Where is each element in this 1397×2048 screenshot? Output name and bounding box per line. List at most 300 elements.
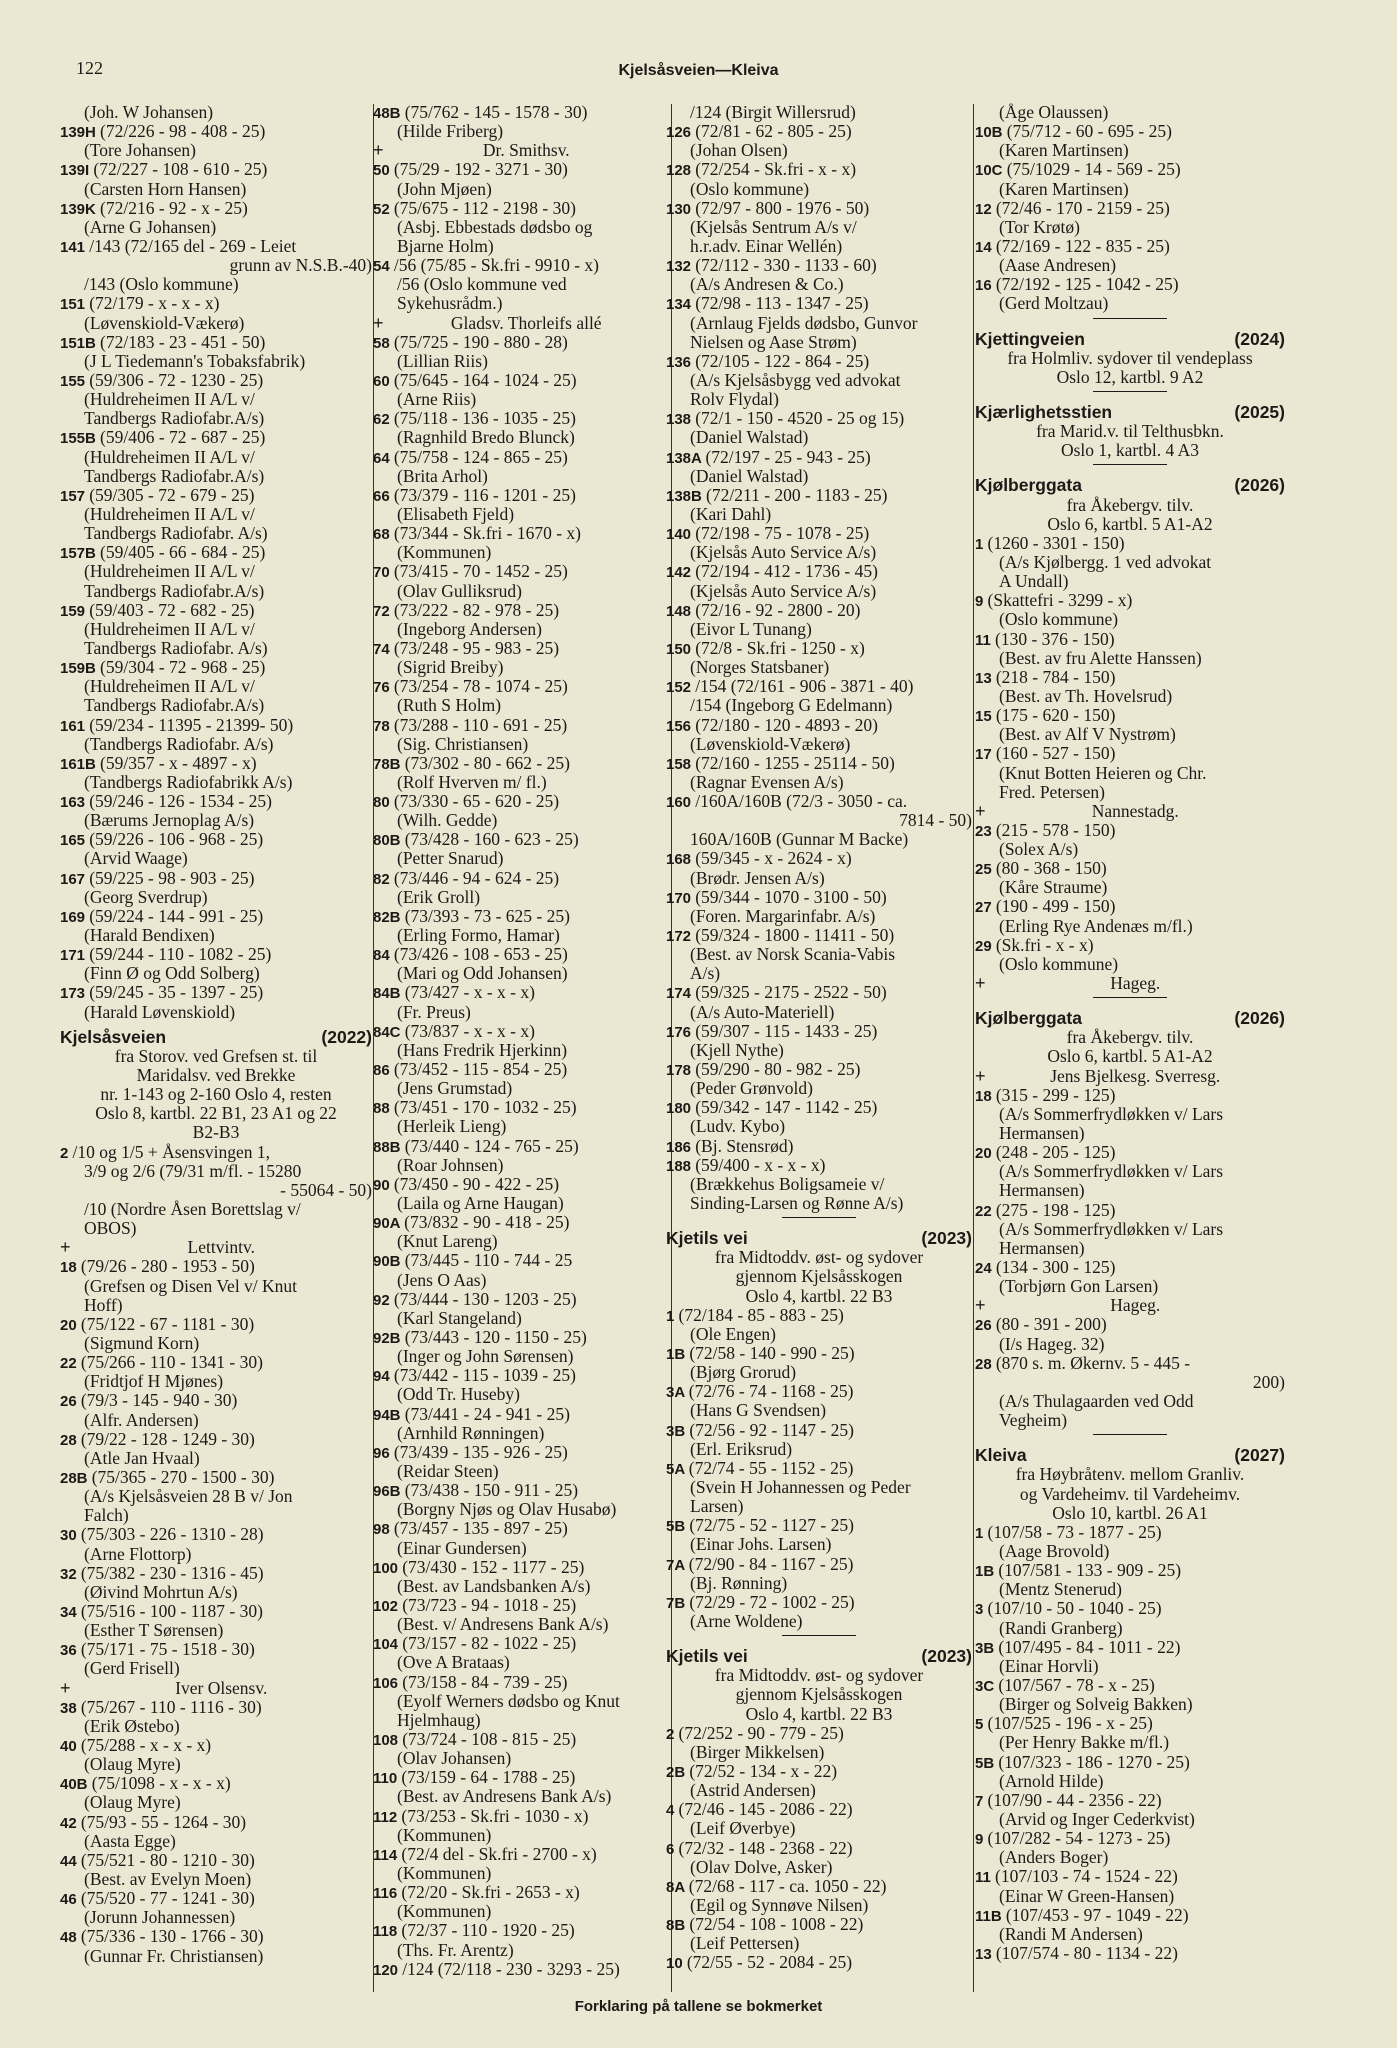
street-description <box>975 1504 1285 1523</box>
house-number: 18 <box>60 1259 81 1277</box>
address-line <box>373 620 669 639</box>
entry-text: (Erik Groll) <box>397 886 481 907</box>
entry-text: (73/832 - 90 - 418 - 25) <box>404 1212 570 1233</box>
entry-text: fra Åkebergv. tilv. <box>1066 494 1194 515</box>
entry-text: fra Midtoddv. øst- og sydover <box>714 1247 924 1268</box>
entry-text: grunn av N.S.B.-40) <box>229 255 372 276</box>
address-line <box>666 849 972 868</box>
street-code: (2026) <box>1234 475 1285 496</box>
entry-text: (Jens O Aas) <box>397 1269 487 1290</box>
street-name: Kjølberggata <box>975 475 1082 496</box>
entry-text: (Karen Martinsen) <box>999 178 1129 199</box>
house-number: 151 <box>60 296 90 314</box>
address-line <box>373 716 669 735</box>
address-line <box>975 840 1285 859</box>
house-number: 10 <box>666 1955 687 1973</box>
entry-text: (72/52 - 134 - x - 22) <box>689 1760 838 1781</box>
entry-text: (215 - 578 - 150) <box>995 819 1116 840</box>
entry-text: (Bj. Rønning) <box>690 1572 788 1593</box>
entry-text: (72/76 - 74 - 1168 - 25) <box>688 1381 854 1402</box>
entry-text: (A/s Andresen & Co.) <box>690 274 844 295</box>
address-line <box>373 428 669 447</box>
address-line <box>373 1290 669 1309</box>
address-line <box>60 294 372 313</box>
entry-text: (107/58 - 73 - 1877 - 25) <box>987 1521 1162 1542</box>
house-number: 171 <box>60 947 90 965</box>
house-number: 188 <box>666 1157 696 1175</box>
entry-text: (59/344 - 1070 - 3100 - 50) <box>695 886 887 907</box>
address-line <box>373 677 669 696</box>
entry-text: (Esther T Sørensen) <box>84 1620 224 1641</box>
page-number: 122 <box>76 58 103 78</box>
entry-text: (59/400 - x - x - x) <box>695 1154 826 1175</box>
house-number: 92 <box>373 1291 394 1309</box>
address-line <box>975 764 1285 783</box>
entry-text: (Harald Løvenskiold) <box>84 1001 236 1022</box>
entry-text: (Arvid Waage) <box>84 848 188 869</box>
entry-text: /10 og 1/5 + Åsensvingen 1, <box>72 1141 271 1162</box>
street-header <box>60 1028 372 1047</box>
house-number: 1B <box>666 1346 690 1363</box>
address-line <box>666 352 972 371</box>
entry-text: (Olav Gulliksrud) <box>397 580 522 601</box>
address-line <box>60 428 372 447</box>
house-number: 86 <box>373 1062 394 1080</box>
address-line <box>666 716 972 735</box>
house-number: 136 <box>666 353 696 371</box>
section-divider <box>975 1430 1285 1440</box>
entry-text: (175 - 620 - 150) <box>995 705 1116 726</box>
entry-text: A/s) <box>690 963 721 984</box>
entry-text: (59/304 - 72 - 968 - 25) <box>100 657 266 678</box>
entry-text: (Petter Snarud) <box>397 848 504 869</box>
entry-text: Hoff) <box>84 1294 123 1315</box>
entry-text: (Åge Olaussen) <box>999 102 1109 122</box>
address-line <box>373 754 669 773</box>
crossing-marker: + <box>975 800 986 821</box>
cross-street <box>975 1067 1285 1086</box>
entry-text: (107/581 - 133 - 909 - 25) <box>998 1560 1182 1581</box>
entry-text: (72/160 - 1255 - 25114 - 50) <box>695 752 895 773</box>
house-number: 82 <box>373 870 394 888</box>
entry-text: (Ragnar Evensen A/s) <box>690 771 844 792</box>
entry-text: Hjelmhaug) <box>397 1709 481 1730</box>
entry-text: (Huldreheimen II A/L v/ <box>84 389 255 410</box>
entry-text: Tandbergs Radiofabr. A/s) <box>84 637 268 658</box>
street-description <box>975 441 1285 460</box>
entry-text: (Eivor L Tunang) <box>690 618 812 639</box>
address-line <box>60 735 372 754</box>
entry-text: (107/282 - 54 - 1273 - 25) <box>987 1828 1171 1849</box>
entry-text: Tandbergs Radiofabr.A/s) <box>84 408 265 429</box>
entry-text: (Fridtjof H Mjønes) <box>84 1371 224 1392</box>
entry-text: (218 - 784 - 150) <box>995 666 1116 687</box>
address-line <box>60 122 372 141</box>
entry-text: (Brækkehus Boligsameie v/ <box>690 1173 885 1194</box>
entry-text: (72/226 - 98 - 408 - 25) <box>100 121 266 142</box>
address-line <box>373 1309 669 1328</box>
house-number: 176 <box>666 1023 696 1041</box>
section-divider <box>975 460 1285 470</box>
address-line <box>60 696 372 715</box>
entry-text: (59/244 - 110 - 1082 - 25) <box>89 944 272 965</box>
entry-text: (75/516 - 100 - 1187 - 30) <box>80 1600 263 1621</box>
entry-text: (Olaug Myre) <box>84 1754 181 1775</box>
house-number: 18 <box>975 1087 996 1105</box>
entry-text: fra Storov. ved Grefsen st. til <box>114 1045 318 1066</box>
address-line <box>975 534 1285 553</box>
entry-text: (59/325 - 2175 - 2522 - 50) <box>695 982 887 1003</box>
entry-text: (73/426 - 108 - 653 - 25) <box>393 944 568 965</box>
address-line <box>373 849 669 868</box>
entry-text: (75/382 - 230 - 1316 - 45) <box>80 1562 264 1583</box>
running-title: Kjelsåsveien—Kleiva <box>618 62 779 79</box>
address-line <box>975 572 1285 591</box>
entry-text: (Aase Andresen) <box>999 255 1117 276</box>
address-line <box>666 1459 972 1478</box>
address-line <box>975 275 1285 294</box>
address-line <box>60 773 372 792</box>
entry-text: (72/183 - 23 - 451 - 50) <box>100 331 266 352</box>
entry-text: (Hilde Friberg) <box>397 121 504 142</box>
entry-text: (Best. av Th. Hovelsrud) <box>999 685 1173 706</box>
address-line <box>975 1944 1285 1963</box>
entry-text: (Huldreheimen II A/L v/ <box>84 503 255 524</box>
address-line <box>60 409 372 428</box>
entry-text: (Arne Flottorp) <box>84 1543 192 1564</box>
address-line <box>666 543 972 562</box>
entry-text: (Rolf Hverven m/ fl.) <box>397 771 547 792</box>
house-number: 167 <box>60 870 90 888</box>
house-number: 12 <box>975 200 996 218</box>
entry-text: (73/451 - 170 - 1032 - 25) <box>393 1097 577 1118</box>
entry-text: (72/37 - 110 - 1920 - 25) <box>401 1920 575 1941</box>
entry-text: Tandbergs Radiofabr.A/s) <box>84 465 265 486</box>
address-line <box>60 1525 372 1544</box>
address-line <box>975 1810 1285 1829</box>
entry-text: (73/837 - x - x - x) <box>404 1020 535 1041</box>
house-number: 40B <box>60 1776 92 1794</box>
address-line <box>60 1372 372 1391</box>
crossing-marker: + <box>975 1065 986 1086</box>
address-line <box>373 1424 669 1443</box>
address-line <box>373 1749 669 1768</box>
address-line <box>60 448 372 467</box>
entry-text: 7814 - 50) <box>899 810 972 831</box>
address-line <box>666 218 972 237</box>
house-number: 3C <box>975 1677 999 1695</box>
entry-text: Larsen) <box>690 1496 744 1517</box>
address-line <box>975 1676 1285 1695</box>
entry-text: (Arnlaug Fjelds dødsbo, Gunvor <box>690 312 918 333</box>
address-line <box>373 639 669 658</box>
address-line <box>666 830 972 849</box>
street-description <box>975 422 1285 441</box>
street-name: Kjølberggata <box>975 1008 1082 1029</box>
address-line <box>373 1079 669 1098</box>
house-number: 151B <box>60 334 101 352</box>
entry-text: Tandbergs Radiofabr.A/s) <box>84 580 265 601</box>
directory-column-2 <box>373 103 669 1979</box>
address-line <box>373 1883 669 1902</box>
entry-text: (Hans Fredrik Hjerkinn) <box>397 1039 568 1060</box>
address-line <box>975 706 1285 725</box>
address-line <box>666 1382 972 1401</box>
address-line <box>975 1753 1285 1772</box>
entry-text: fra Marid.v. til Telthusbkn. <box>1036 421 1224 442</box>
house-number: 170 <box>666 889 696 907</box>
entry-text: (Best. av Landsbanken A/s) <box>397 1575 591 1596</box>
entry-text: (75/118 - 136 - 1035 - 25) <box>393 408 576 429</box>
house-number: 180 <box>666 1100 696 1118</box>
entry-text: (Fr. Preus) <box>397 1001 471 1022</box>
entry-text: fra Midtoddv. øst- og sydover <box>714 1665 924 1686</box>
entry-text: fra Høybråtenv. mellom Granliv. <box>1015 1464 1245 1485</box>
entry-text: (Huldreheimen II A/L v/ <box>84 446 255 467</box>
address-line <box>373 869 669 888</box>
entry-text: /143 (Oslo kommune) <box>84 274 239 295</box>
entry-text: (Erling Rye Andenæs m/fl.) <box>999 915 1193 936</box>
street-description <box>60 1123 372 1142</box>
entry-text: (Inger og John Sørensen) <box>397 1346 574 1367</box>
entry-text: (Randi M Andersen) <box>999 1923 1143 1944</box>
house-number: 174 <box>666 985 696 1003</box>
house-number: 139I <box>60 162 94 180</box>
entry-text: (59/342 - 147 - 1142 - 25) <box>695 1097 878 1118</box>
house-number: 26 <box>975 1317 996 1335</box>
cross-street-name: Jens Bjelkesg. Sverresg. <box>1050 1065 1221 1086</box>
house-number: 152 <box>666 679 696 697</box>
address-line <box>373 333 669 352</box>
entry-text: (73/440 - 124 - 765 - 25) <box>404 1135 579 1156</box>
entry-text: (Arnold Hilde) <box>999 1770 1104 1791</box>
address-line <box>666 1478 972 1497</box>
entry-text: (107/525 - 196 - x - 25) <box>987 1713 1153 1734</box>
entry-text: (Oslo kommune) <box>690 178 810 199</box>
street-description <box>975 515 1285 534</box>
entry-text: (107/567 - 78 - x - 25) <box>998 1674 1155 1695</box>
address-line <box>666 811 972 830</box>
address-line <box>975 1733 1285 1752</box>
street-description <box>666 1705 972 1724</box>
address-line <box>60 505 372 524</box>
entry-text: (Tandbergs Radiofabr. A/s) <box>84 733 274 754</box>
house-number: 106 <box>373 1674 403 1692</box>
address-line <box>373 467 669 486</box>
entry-text: (72/20 - Sk.fri - 2653 - x) <box>401 1882 580 1903</box>
entry-text: (75/303 - 226 - 1310 - 28) <box>80 1524 264 1545</box>
crossing-marker: + <box>373 140 384 161</box>
entry-text: (73/344 - Sk.fri - 1670 - x) <box>393 523 581 544</box>
entry-text: (Olav Dolve, Asker) <box>690 1856 833 1877</box>
entry-text: Bjarne Holm) <box>397 235 494 256</box>
street-header <box>666 1229 972 1248</box>
entry-text: (107/90 - 44 - 2356 - 22) <box>987 1789 1162 1810</box>
address-line <box>975 218 1285 237</box>
address-line <box>60 1449 372 1468</box>
address-line <box>975 878 1285 897</box>
address-line <box>60 1832 372 1851</box>
entry-text: (Kommunen) <box>397 1824 492 1845</box>
address-line <box>373 945 669 964</box>
house-number: 118 <box>373 1923 402 1941</box>
house-number: 62 <box>373 411 394 429</box>
cross-street-name: Hageg. <box>1110 973 1161 994</box>
address-line <box>373 543 669 562</box>
entry-text: (73/428 - 160 - 623 - 25) <box>404 829 579 850</box>
entry-text: (Best. av Evelyn Moen) <box>84 1868 252 1889</box>
house-number: 64 <box>373 449 394 467</box>
address-line <box>666 141 972 160</box>
entry-text: (Anders Boger) <box>999 1847 1109 1868</box>
entry-text: (Kommunen) <box>397 1901 492 1922</box>
address-line <box>373 1634 669 1653</box>
address-line <box>975 1181 1285 1200</box>
address-line <box>60 582 372 601</box>
address-line <box>60 333 372 352</box>
house-number: 155B <box>60 430 101 448</box>
street-description <box>60 1066 372 1085</box>
address-line <box>975 1220 1285 1239</box>
address-line <box>975 897 1285 916</box>
street-header <box>975 403 1285 422</box>
entry-text: (107/574 - 80 - 1134 - 22) <box>995 1942 1178 1963</box>
house-number: 139H <box>60 124 101 142</box>
entry-text: (Mari og Odd Johansen) <box>397 963 568 984</box>
address-line <box>373 180 669 199</box>
entry-text: Maridalsv. ved Brekke <box>136 1065 296 1086</box>
house-number: 160 <box>666 794 696 812</box>
house-number: 50 <box>373 162 394 180</box>
entry-text: Tandbergs Radiofabr. A/s) <box>84 523 268 544</box>
entry-text: (Best. av Norsk Scania-Vabis <box>690 944 896 965</box>
entry-text: /154 (Ingeborg G Edelmann) <box>690 695 893 716</box>
cross-street-name: Lettvintv. <box>187 1237 255 1258</box>
entry-text: (72/198 - 75 - 1078 - 25) <box>695 523 870 544</box>
entry-text: (Einar Gundersen) <box>397 1537 527 1558</box>
house-number: 25 <box>975 861 996 879</box>
entry-text: (Knut Botten Heieren og Chr. <box>999 762 1207 783</box>
entry-text: (Leif Pettersen) <box>690 1933 800 1954</box>
entry-text: (107/495 - 84 - 1011 - 22) <box>998 1636 1181 1657</box>
address-line <box>60 1851 372 1870</box>
address-line <box>373 1003 669 1022</box>
entry-text: /160A/160B (72/3 - 3050 - ca. <box>695 791 908 812</box>
entry-text: (72/97 - 800 - 1976 - 50) <box>695 197 870 218</box>
entry-text: Oslo 12, kartbl. 9 A2 <box>1056 366 1204 387</box>
address-line <box>60 1698 372 1717</box>
address-line <box>373 1098 669 1117</box>
address-line <box>60 1755 372 1774</box>
address-line <box>373 1864 669 1883</box>
address-line <box>373 1921 669 1940</box>
address-line <box>373 1137 669 1156</box>
street-description <box>975 1465 1285 1484</box>
street-name: Kjetils vei <box>666 1646 748 1667</box>
address-line <box>60 1889 372 1908</box>
house-number: 44 <box>60 1852 81 1870</box>
address-line <box>666 907 972 926</box>
entry-text: (72/68 - 117 - ca. 1050 - 22) <box>688 1875 887 1896</box>
house-number: 13 <box>975 669 996 687</box>
house-number: 48 <box>60 1929 81 1947</box>
entry-text: (59/234 - 11395 - 21399- 50) <box>89 714 294 735</box>
entry-text: (Elisabeth Fjeld) <box>397 503 515 524</box>
address-line <box>975 955 1285 974</box>
street-name: Kjelsåsveien <box>60 1026 167 1047</box>
entry-text: (59/305 - 72 - 679 - 25) <box>89 484 255 505</box>
entry-text: (Arne G Johansen) <box>84 216 217 237</box>
address-line <box>373 371 669 390</box>
address-line <box>666 486 972 505</box>
address-line <box>975 1906 1285 1925</box>
entry-text: (72/105 - 122 - 864 - 25) <box>695 350 870 371</box>
entry-text: (Herleik Lieng) <box>397 1116 507 1137</box>
street-description <box>666 1248 972 1267</box>
cross-street <box>975 1296 1285 1315</box>
address-line <box>60 314 372 333</box>
house-number: 80B <box>373 832 405 850</box>
address-line <box>373 1539 669 1558</box>
entry-text: (59/224 - 144 - 991 - 25) <box>89 905 264 926</box>
entry-text: (Arne Woldene) <box>690 1610 803 1631</box>
entry-text: (72/90 - 84 - 1167 - 25) <box>688 1553 854 1574</box>
house-number: 48B <box>373 105 405 122</box>
address-line <box>975 103 1285 122</box>
entry-text: (72/8 - Sk.fri - 1250 - x) <box>695 637 865 658</box>
entry-text: (A/s Kjølbergg. 1 ved advokat <box>999 551 1212 572</box>
entry-text: Oslo 8, kartbl. 22 B1, 23 A1 og 22 <box>95 1103 337 1124</box>
house-number: 22 <box>975 1202 996 1220</box>
entry-text: (Tor Krøtø) <box>999 216 1080 237</box>
address-line <box>60 1793 372 1812</box>
entry-text: OBOS) <box>84 1218 137 1239</box>
column-separator <box>973 104 974 1992</box>
address-line <box>373 1366 669 1385</box>
address-line <box>666 1156 972 1175</box>
address-line <box>975 591 1285 610</box>
address-line <box>666 1325 972 1344</box>
address-line <box>975 1277 1285 1296</box>
entry-text: (Randi Granberg) <box>999 1617 1123 1638</box>
address-line <box>60 543 372 562</box>
house-number: 28 <box>60 1431 81 1449</box>
entry-text: (160 - 527 - 150) <box>995 743 1116 764</box>
entry-text: /124 (Birgit Willersrud) <box>690 102 856 122</box>
house-number: 27 <box>975 899 996 917</box>
entry-text: /143 (72/165 del - 269 - Leiet <box>89 235 297 256</box>
street-description <box>666 1666 972 1685</box>
entry-text: (I/s Hageg. 32) <box>999 1333 1105 1354</box>
address-line <box>666 1041 972 1060</box>
address-line <box>60 1181 372 1200</box>
entry-text: (Best. av Alf V Nystrøm) <box>999 724 1176 745</box>
entry-text: (Torbjørn Gon Larsen) <box>999 1276 1159 1297</box>
entry-text: (Kjelsås Sentrum A/s v/ <box>690 216 857 237</box>
address-line <box>666 1117 972 1136</box>
address-line <box>60 754 372 773</box>
entry-text: (Eyolf Werners dødsbo og Knut <box>397 1690 620 1711</box>
house-number: 6 <box>666 1840 679 1858</box>
house-number: 29 <box>975 937 996 955</box>
address-line <box>975 1258 1285 1277</box>
entry-text: (Ruth S Holm) <box>397 695 502 716</box>
entry-text: (80 - 391 - 200) <box>995 1314 1107 1335</box>
entry-text: (Oslo kommune) <box>999 609 1119 630</box>
entry-text: (Erling Formo, Hamar) <box>397 925 560 946</box>
house-number: 102 <box>373 1597 403 1615</box>
entry-text: (Bærums Jernoplag A/s) <box>84 810 255 831</box>
